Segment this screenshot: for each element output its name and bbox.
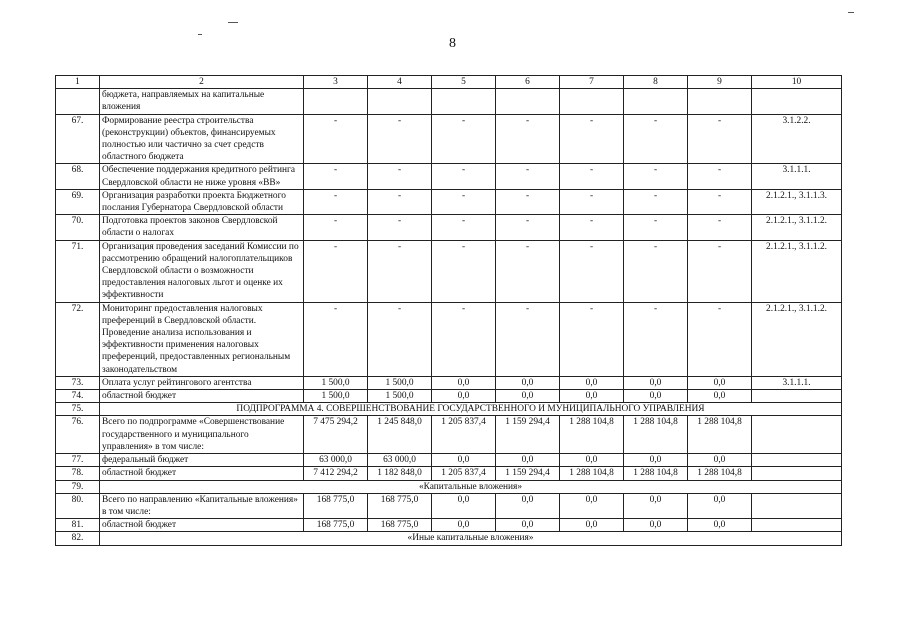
section-title: ПОДПРОГРАММА 4. СОВЕРШЕНСТВОВАНИЕ ГОСУДАРСТВЕННОГО И МУНИЦИПАЛЬНОГО УПРАВЛЕНИЯ: [100, 403, 842, 416]
value-cell: 0,0: [432, 376, 496, 389]
row-name: бюджета, направляемых на капитальные вложения: [100, 89, 304, 114]
value-cell: -: [368, 215, 432, 240]
value-cell: 1 500,0: [368, 390, 432, 403]
value-cell: -: [560, 215, 624, 240]
target-ref: [752, 416, 842, 454]
value-cell: 0,0: [688, 519, 752, 532]
header-cell: 4: [368, 76, 432, 89]
row-number: 71.: [56, 240, 100, 302]
row-number: 70.: [56, 215, 100, 240]
value-cell: 0,0: [560, 493, 624, 518]
section-row: [56, 403, 842, 416]
row-number: 68.: [56, 164, 100, 189]
value-cell: 1 159 294,4: [496, 467, 560, 480]
row-number: 67.: [56, 114, 100, 164]
value-cell: [304, 89, 368, 114]
value-cell: -: [624, 215, 688, 240]
value-cell: -: [368, 114, 432, 164]
value-cell: 7 475 294,2: [304, 416, 368, 454]
table-body: [56, 89, 842, 545]
table-row: [56, 416, 842, 454]
row-number: 69.: [56, 189, 100, 214]
row-number: 76.: [56, 416, 100, 454]
value-cell: 0,0: [624, 493, 688, 518]
value-cell: -: [624, 302, 688, 376]
row-number: 79.: [56, 480, 100, 493]
value-cell: -: [496, 215, 560, 240]
value-cell: -: [432, 189, 496, 214]
row-name: Всего по подпрограмме «Совершенствование государственного и муниципального управления» в том числе:: [100, 416, 304, 454]
value-cell: -: [560, 164, 624, 189]
value-cell: 0,0: [432, 493, 496, 518]
table-row: [56, 240, 842, 302]
value-cell: -: [496, 164, 560, 189]
value-cell: [368, 89, 432, 114]
value-cell: -: [432, 215, 496, 240]
budget-table: [55, 75, 842, 546]
value-cell: -: [304, 302, 368, 376]
header-cell: 7: [560, 76, 624, 89]
header-cell: 9: [688, 76, 752, 89]
row-number: 72.: [56, 302, 100, 376]
value-cell: -: [432, 114, 496, 164]
value-cell: 0,0: [496, 376, 560, 389]
section-row: [56, 480, 842, 493]
value-cell: -: [496, 189, 560, 214]
row-name: областной бюджет: [100, 519, 304, 532]
header-row: [56, 76, 842, 89]
page-number: 8: [449, 36, 456, 51]
value-cell: 1 205 837,4: [432, 467, 496, 480]
section-row: [56, 532, 842, 545]
target-ref: [752, 493, 842, 518]
value-cell: 1 159 294,4: [496, 416, 560, 454]
table-row: [56, 493, 842, 518]
row-name: Организация проведения заседаний Комиссии по рассмотрению обращений налогоплательщиков Свердловской области о возможности предоставления налоговых льгот и оценке их эффективности: [100, 240, 304, 302]
target-ref: [752, 454, 842, 467]
table-row: [56, 519, 842, 532]
value-cell: 0,0: [560, 376, 624, 389]
value-cell: 63 000,0: [368, 454, 432, 467]
target-ref: 2.1.2.1., 3.1.1.2.: [752, 240, 842, 302]
value-cell: 0,0: [432, 390, 496, 403]
value-cell: -: [432, 164, 496, 189]
target-ref: 3.1.1.1.: [752, 164, 842, 189]
value-cell: 63 000,0: [304, 454, 368, 467]
value-cell: 1 500,0: [368, 376, 432, 389]
value-cell: -: [624, 240, 688, 302]
row-number: 81.: [56, 519, 100, 532]
value-cell: -: [432, 240, 496, 302]
table-row: [56, 164, 842, 189]
target-ref: [752, 519, 842, 532]
target-ref: [752, 89, 842, 114]
value-cell: 1 288 104,8: [624, 467, 688, 480]
value-cell: [624, 89, 688, 114]
row-number: 82.: [56, 532, 100, 545]
header-cell: 10: [752, 76, 842, 89]
value-cell: -: [624, 189, 688, 214]
value-cell: 0,0: [624, 390, 688, 403]
value-cell: -: [688, 215, 752, 240]
header-cell: 2: [100, 76, 304, 89]
target-ref: 2.1.2.1., 3.1.1.3.: [752, 189, 842, 214]
value-cell: 1 288 104,8: [688, 416, 752, 454]
value-cell: 0,0: [624, 519, 688, 532]
value-cell: 0,0: [432, 519, 496, 532]
value-cell: [432, 89, 496, 114]
target-ref: [752, 467, 842, 480]
value-cell: [560, 89, 624, 114]
value-cell: -: [496, 114, 560, 164]
row-name: Формирование реестра строительства (реконструкции) объектов, финансируемых полностью или частично за счет средств областного бюджета: [100, 114, 304, 164]
value-cell: 0,0: [688, 376, 752, 389]
row-number: 73.: [56, 376, 100, 389]
value-cell: 0,0: [688, 390, 752, 403]
value-cell: 168 775,0: [368, 493, 432, 518]
table-row: [56, 89, 842, 114]
value-cell: 0,0: [624, 376, 688, 389]
value-cell: [496, 89, 560, 114]
value-cell: -: [368, 302, 432, 376]
value-cell: 168 775,0: [304, 519, 368, 532]
value-cell: -: [304, 114, 368, 164]
value-cell: 168 775,0: [304, 493, 368, 518]
value-cell: 0,0: [496, 519, 560, 532]
value-cell: 0,0: [496, 390, 560, 403]
section-title: «Капитальные вложения»: [100, 480, 842, 493]
value-cell: -: [560, 240, 624, 302]
section-title: «Иные капитальные вложения»: [100, 532, 842, 545]
table-row: [56, 390, 842, 403]
value-cell: 0,0: [560, 519, 624, 532]
value-cell: -: [688, 302, 752, 376]
value-cell: 0,0: [496, 454, 560, 467]
table-row: [56, 114, 842, 164]
value-cell: -: [368, 189, 432, 214]
table-row: [56, 467, 842, 480]
value-cell: -: [496, 240, 560, 302]
value-cell: [688, 89, 752, 114]
value-cell: -: [368, 240, 432, 302]
row-name: Подготовка проектов законов Свердловской области о налогах: [100, 215, 304, 240]
value-cell: 0,0: [624, 454, 688, 467]
row-name: федеральный бюджет: [100, 454, 304, 467]
target-ref: 2.1.2.1., 3.1.1.2.: [752, 215, 842, 240]
value-cell: 0,0: [496, 493, 560, 518]
row-name: Мониторинг предоставления налоговых преференций в Свердловской области. Проведение анализа использования и эффективности применения налоговых преференций, предоставленных региональным законодательством: [100, 302, 304, 376]
header-cell: 3: [304, 76, 368, 89]
value-cell: 1 500,0: [304, 390, 368, 403]
value-cell: -: [688, 240, 752, 302]
header-cell: 8: [624, 76, 688, 89]
table-row: [56, 302, 842, 376]
value-cell: -: [304, 164, 368, 189]
row-number: 78.: [56, 467, 100, 480]
row-name: Оплата услуг рейтингового агентства: [100, 376, 304, 389]
value-cell: -: [368, 164, 432, 189]
row-name: Всего по направлению «Капитальные вложения» в том числе:: [100, 493, 304, 518]
row-name: областной бюджет: [100, 390, 304, 403]
target-ref: 3.1.1.1.: [752, 376, 842, 389]
value-cell: 0,0: [432, 454, 496, 467]
header-cell: 5: [432, 76, 496, 89]
value-cell: 168 775,0: [368, 519, 432, 532]
value-cell: -: [304, 215, 368, 240]
value-cell: -: [432, 302, 496, 376]
value-cell: -: [560, 189, 624, 214]
row-name: Организация разработки проекта Бюджетного послания Губернатора Свердловской области: [100, 189, 304, 214]
row-number: [56, 89, 100, 114]
table-row: [56, 454, 842, 467]
value-cell: -: [688, 164, 752, 189]
value-cell: 1 288 104,8: [624, 416, 688, 454]
value-cell: -: [496, 302, 560, 376]
value-cell: 1 288 104,8: [560, 416, 624, 454]
target-ref: 2.1.2.1., 3.1.1.2.: [752, 302, 842, 376]
table-row: [56, 376, 842, 389]
table-row: [56, 215, 842, 240]
value-cell: -: [560, 114, 624, 164]
value-cell: 0,0: [560, 454, 624, 467]
target-ref: 3.1.2.2.: [752, 114, 842, 164]
target-ref: [752, 390, 842, 403]
value-cell: 1 182 848,0: [368, 467, 432, 480]
row-number: 75.: [56, 403, 100, 416]
table-row: [56, 189, 842, 214]
header-cell: 1: [56, 76, 100, 89]
value-cell: -: [560, 302, 624, 376]
value-cell: -: [624, 114, 688, 164]
value-cell: -: [304, 189, 368, 214]
row-name: областной бюджет: [100, 467, 304, 480]
value-cell: 1 288 104,8: [560, 467, 624, 480]
value-cell: -: [688, 189, 752, 214]
row-number: 77.: [56, 454, 100, 467]
header-cell: 6: [496, 76, 560, 89]
row-name: Обеспечение поддержания кредитного рейтинга Свердловской области не ниже уровня «ВВ»: [100, 164, 304, 189]
value-cell: 1 288 104,8: [688, 467, 752, 480]
value-cell: -: [688, 114, 752, 164]
value-cell: -: [304, 240, 368, 302]
value-cell: 0,0: [688, 454, 752, 467]
value-cell: 0,0: [560, 390, 624, 403]
value-cell: 1 205 837,4: [432, 416, 496, 454]
value-cell: 1 500,0: [304, 376, 368, 389]
row-number: 80.: [56, 493, 100, 518]
value-cell: 0,0: [688, 493, 752, 518]
value-cell: 7 412 294,2: [304, 467, 368, 480]
value-cell: 1 245 848,0: [368, 416, 432, 454]
value-cell: -: [624, 164, 688, 189]
row-number: 74.: [56, 390, 100, 403]
